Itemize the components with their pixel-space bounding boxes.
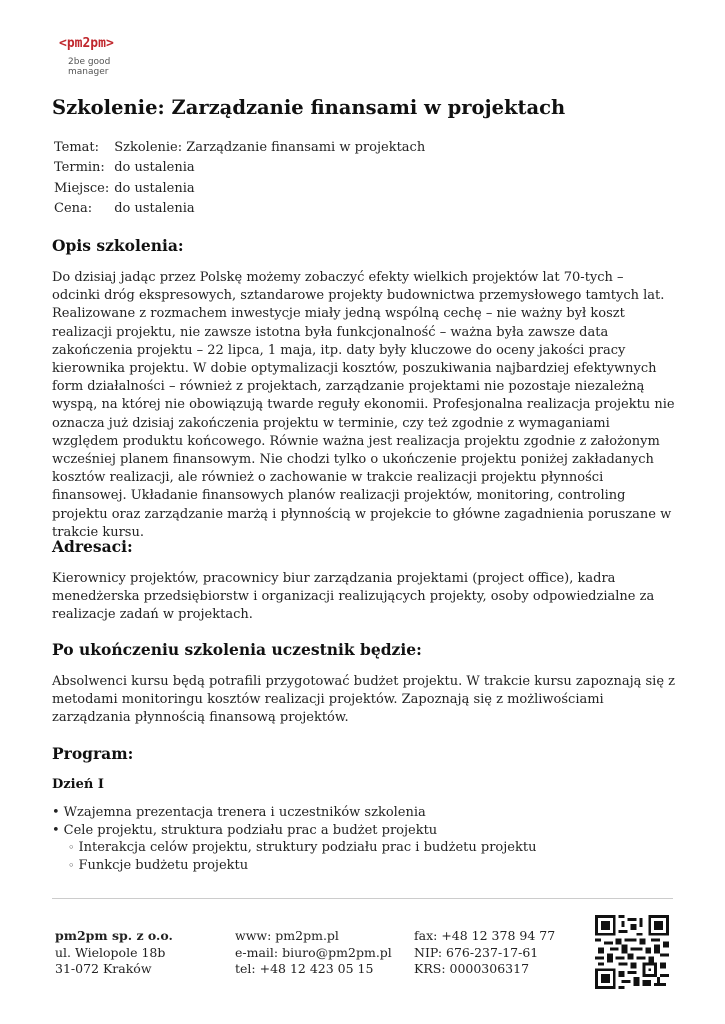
detail-value: Szkolenie: Zarządzanie finansami w projektach: [114, 140, 426, 155]
footer-www-link[interactable]: www: pm2pm.pl: [235, 928, 339, 943]
section-audience: [52, 537, 675, 625]
list-item: • Cele projektu, struktura podziału prac a budżet projektu: [52, 822, 675, 840]
section-text: Do dzisiaj jadąc przez Polskę możemy zobaczyć efekty wielkich projektów lat 70-tych – odcinki dróg ekspresowych, sztandarowe projekty budownictwa przemysłowego tamtych lat. Realizowane z rozmachem inwestycje miały jedną wspólną cechę – nie ważny był koszt realizacji projektu, nie zawsze istotna była funkcjonalność – ważna była zawsze data zakończenia projektu – 22 lipca, 1 maja, itp. daty były kluczowe do oceny jakości pracy kierownika projektu. W dobie optymalizacji kosztów, poszukiwania najbardziej efektywnych form działalności – również z projektach, zarządzanie projektami nie pozostaje niezależną wyspą, na której nie obowiązują twarde reguły ekonomii. Profesjonalna realizacja projektu nie oznacza już dzisiaj zakończenia projektu w terminie, czy też zgodnie z wymaganiami względem produktu końcowego. Równie ważna jest realizacja projektu zgodnie z założonym wcześniej planem finansowym. Nie chodzi tylko o ukończenie projektu poniżej zakładanych kosztów realizacji, ale również o zachowanie w trakcie realizacji projektu płynności finansowej. Układanie finansowych planów realizacji projektów, monitoring, controling projektu oraz zarządzanie marżą i płynnością w projekcie to główne zagadnienia poruszane w trakcie kursu.: [52, 270, 675, 540]
detail-label: Temat:: [54, 140, 100, 155]
detail-row-price: [52, 201, 428, 221]
detail-value: do ustalenia: [114, 180, 195, 196]
section-text: Absolwenci kursu będą potrafili przygotować budżet projektu. W trakcie kursu zapoznają się z metodami monitoringu kosztów realizacji projektów. Zapoznają się z możliwościami zarządzania płynnością finansową projektów.: [52, 674, 676, 726]
section-heading: Program:: [52, 744, 134, 763]
logo-brand: <pm2pm>: [59, 36, 114, 51]
section-heading: Po ukończeniu szkolenia uczestnik będzie:: [52, 640, 422, 659]
list-subitem: ◦ Interakcja celów projektu, struktury podziału prac i budżetu projektu: [52, 839, 675, 857]
qr-code: [595, 915, 669, 989]
logo-tagline: 2be good manager: [68, 57, 111, 77]
section-heading: Opis szkolenia:: [52, 236, 184, 255]
footer-nip: NIP: 676-237-17-61: [414, 944, 539, 960]
list-subitem: ◦ Funkcje budżetu projektu: [52, 857, 675, 875]
detail-label: Miejsce:: [54, 180, 110, 196]
detail-row-topic: [52, 140, 428, 160]
section-outcomes: [52, 640, 675, 728]
footer-address: [55, 928, 173, 978]
detail-label: Termin:: [54, 160, 105, 176]
footer-company: pm2pm sp. z o.o.: [55, 928, 173, 943]
training-details: [52, 140, 428, 221]
footer-divider: [52, 898, 673, 899]
section-heading: Adresaci:: [52, 537, 133, 556]
detail-row-date: [52, 160, 428, 180]
detail-row-place: [52, 181, 428, 201]
section-text: Kierownicy projektów, pracownicy biur zarządzania projektami (project office), kadra menedżerska przedsiębiorstw i organizacji realizujących projekty, osoby odpowiedzialne za realizacje zadań w projektach.: [52, 571, 655, 623]
footer-street: ul. Wielopole 18b: [55, 944, 166, 960]
footer-city: 31-072 Kraków: [55, 961, 152, 976]
detail-value: do ustalenia: [114, 200, 195, 216]
footer-phone: tel: +48 12 423 05 15: [235, 961, 374, 976]
footer-registry: [414, 928, 555, 978]
section-description: [52, 236, 675, 542]
section-program: [52, 744, 675, 875]
footer-contact: [235, 928, 392, 978]
footer-fax: fax: +48 12 378 94 77: [414, 928, 556, 943]
program-list: [52, 804, 675, 875]
footer-krs: KRS: 0000306317: [414, 961, 530, 976]
detail-label: Cena:: [54, 200, 93, 216]
company-logo[interactable]: [59, 36, 114, 77]
list-item: • Wzajemna prezentacja trenera i uczestników szkolenia: [52, 804, 675, 822]
page-title: Szkolenie: Zarządzanie finansami w projektach: [52, 96, 566, 119]
footer-email-link[interactable]: e-mail: biuro@pm2pm.pl: [235, 944, 392, 960]
day-heading: Dzień I: [52, 777, 104, 792]
detail-value: do ustalenia: [114, 160, 195, 176]
